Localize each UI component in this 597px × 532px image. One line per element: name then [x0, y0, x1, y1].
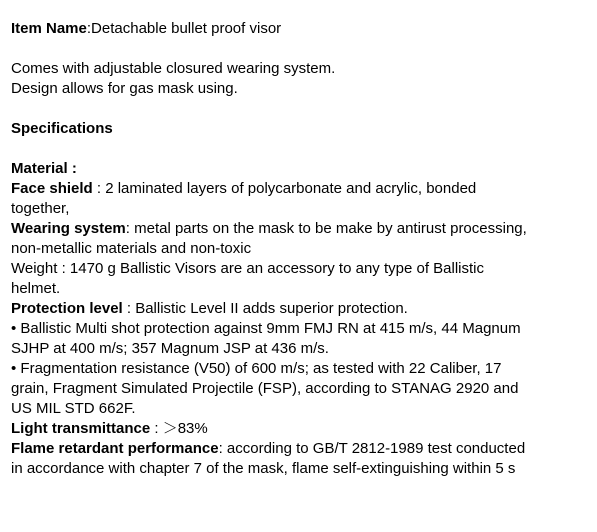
- light-transmittance-value: : ＞83%: [150, 420, 208, 437]
- protection-level-line: [11, 299, 586, 319]
- flame-retardant-value: : according to GB/T 2812-1989 test conducted: [218, 440, 526, 457]
- wearing-system-line: [11, 219, 586, 239]
- wearing-system-continuation: non-metallic materials and non-toxic: [11, 240, 252, 257]
- specifications-heading: Specifications: [11, 120, 113, 137]
- wearing-system-value: : metal parts on the mask to be make by antirust processing,: [125, 220, 527, 237]
- bullet-item-continuation: US MIL STD 662F.: [11, 400, 136, 417]
- flame-retardant-label: Flame retardant performance: [11, 440, 219, 457]
- item-name-label: Item Name: [11, 20, 87, 37]
- intro-line: Comes with adjustable closured wearing system.: [11, 60, 336, 77]
- protection-level-value: : Ballistic Level II adds superior protection.: [122, 300, 408, 317]
- bullet-item-continuation: grain, Fragment Simulated Projectile (FSP), according to STANAG 2920 and: [11, 380, 519, 397]
- face-shield-label: Face shield: [11, 180, 93, 197]
- face-shield-line: [11, 179, 586, 199]
- light-transmittance-label: Light transmittance: [11, 420, 151, 437]
- spacer: [11, 99, 586, 119]
- flame-retardant-line: [11, 439, 586, 459]
- material-heading: Material :: [11, 160, 77, 177]
- bullet-item-continuation: SJHP at 400 m/s; 357 Magnum JSP at 436 m/s.: [11, 340, 329, 357]
- face-shield-value: : 2 laminated layers of polycarbonate and acrylic, bonded: [92, 180, 477, 197]
- protection-level-label: Protection level: [11, 300, 123, 317]
- flame-retardant-continuation: in accordance with chapter 7 of the mask, flame self-extinguishing within 5 s: [11, 460, 516, 477]
- face-shield-continuation: together,: [11, 200, 70, 217]
- intro-line: Design allows for gas mask using.: [11, 80, 238, 97]
- weight-continuation: helmet.: [11, 280, 61, 297]
- wearing-system-label: Wearing system: [11, 220, 126, 237]
- weight-line: Weight : 1470 g Ballistic Visors are an accessory to any type of Ballistic: [11, 260, 485, 277]
- light-transmittance-line: [11, 419, 586, 439]
- item-name-line: [11, 19, 586, 39]
- bullet-item: • Fragmentation resistance (V50) of 600 m/s; as tested with 22 Caliber, 17: [11, 360, 502, 377]
- product-description: [11, 19, 586, 479]
- spacer: [11, 39, 586, 59]
- item-name-value: :Detachable bullet proof visor: [86, 20, 282, 37]
- spacer: [11, 139, 586, 159]
- bullet-item: • Ballistic Multi shot protection against 9mm FMJ RN at 415 m/s, 44 Magnum: [11, 320, 521, 337]
